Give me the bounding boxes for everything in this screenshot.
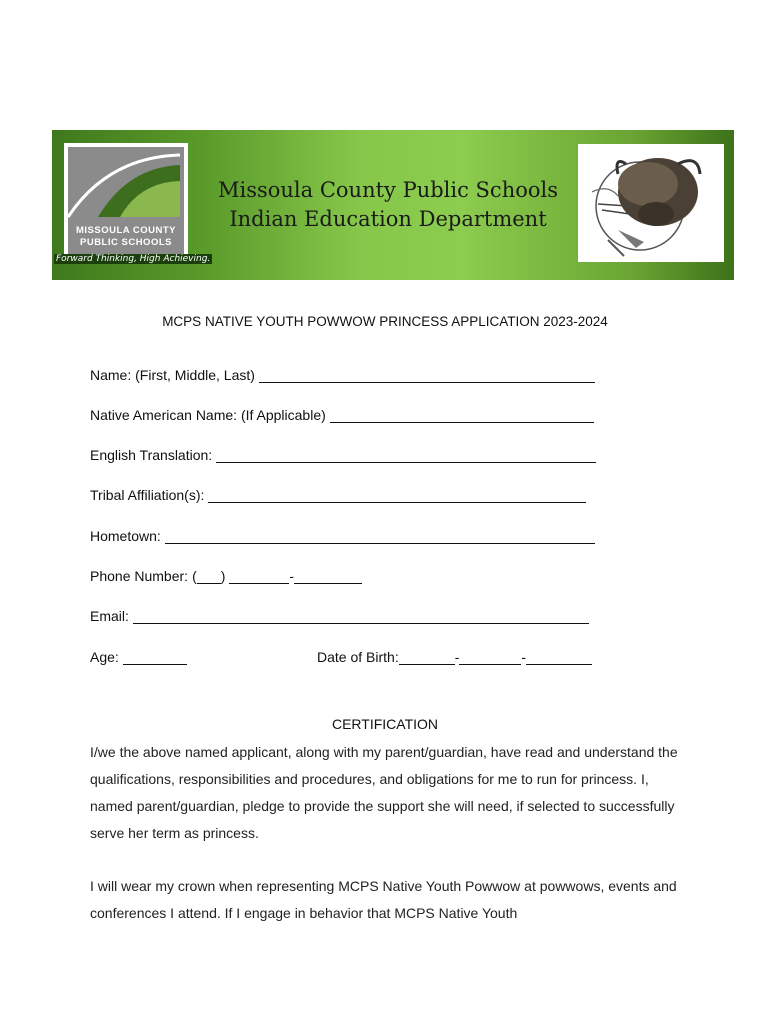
hometown-blank[interactable] [165,529,595,544]
hometown-field [90,528,595,544]
phone-line-blank[interactable] [294,569,362,584]
name-field [90,367,595,383]
name-label: Name: (First, Middle, Last) [90,367,255,383]
tribal-label: Tribal Affiliation(s): [90,487,205,503]
certification-heading: CERTIFICATION [331,716,439,732]
dob-year-blank[interactable] [526,650,592,665]
age-field [90,649,187,665]
native-name-blank[interactable] [330,408,594,423]
phone-field: Phone Number: ( ) - [90,568,362,584]
email-blank[interactable] [133,609,589,624]
district-logo [64,143,188,261]
name-blank[interactable] [259,368,595,383]
buffalo-icon [578,144,724,262]
tagline: Forward Thinking, High Achieving. [56,254,211,264]
translation-blank[interactable] [216,448,596,463]
certification-paragraph-2: I will wear my crown when representing MCPS Native Youth Powwow at powwows, events and conferences I attend. If I engage in behavior that MCPS Native Youth [90,878,677,921]
hometown-label: Hometown: [90,528,161,544]
org-title-line-2: Indian Education Department [229,207,547,231]
tribal-field [90,487,586,503]
dob-month-blank[interactable] [399,650,455,665]
translation-field [90,447,596,463]
logo-text: MISSOULA COUNTY PUBLIC SCHOOLS [75,225,177,248]
org-title [192,176,584,234]
phone-label: Phone Number: [90,568,189,584]
dob-day-blank[interactable] [459,650,521,665]
native-name-field [90,407,594,423]
certification-paragraph-1: I/we the above named applicant, along with my parent/guardian, have read and understand the qualifications, responsibilities and procedures, and obligations for me to run for princess. I, named parent/guardian, pledge to provide the support she will need, if selected to successfully serve her term as princess. [90,744,678,841]
phone-prefix-blank[interactable] [229,569,289,584]
org-title-line-1: Missoula County Public Schools [217,178,558,202]
header-banner [52,130,734,280]
phone-area-code-blank[interactable] [197,569,221,584]
buffalo-illustration [578,144,724,262]
tribal-blank[interactable] [208,488,586,503]
age-label: Age: [90,649,119,665]
email-label: Email: [90,608,129,624]
age-blank[interactable] [123,650,187,665]
native-name-label: Native American Name: (If Applicable) [90,407,326,423]
email-field [90,608,589,624]
translation-label: English Translation: [90,447,213,463]
dob-label: Date of Birth: [317,649,399,665]
document-title: MCPS NATIVE YOUTH POWWOW PRINCESS APPLICATION 2023-2024 [162,314,608,329]
dob-field: Date of Birth: - - [317,649,592,665]
